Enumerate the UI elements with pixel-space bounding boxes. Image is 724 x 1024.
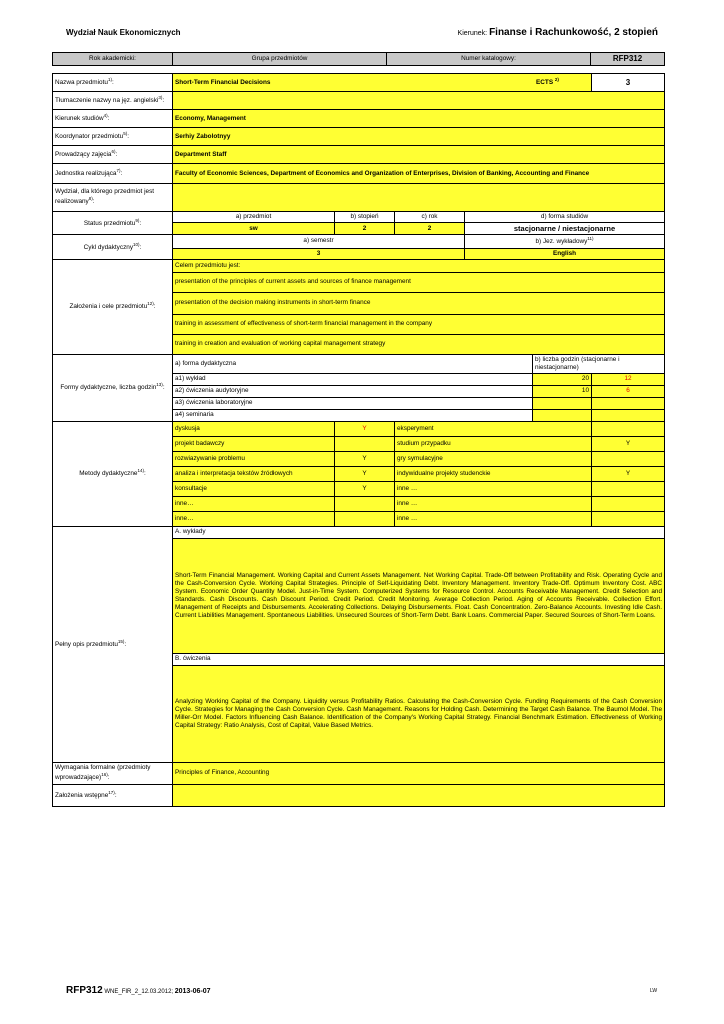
status-v-stopien: 2 — [335, 223, 395, 235]
metoda-right: inne … — [395, 481, 592, 496]
forma-row-stac: 20 — [533, 373, 592, 385]
numer-katalogowy-label: Numer katalogowy: — [387, 53, 591, 66]
jednostka-value: Faculty of Economic Sciences, Department of Economics and Organization of Enterprises, Division of Banking, Accounting and Finance — [173, 164, 665, 184]
forma-row-stac: 10 — [533, 385, 592, 397]
metoda-left: rozwiazywanie problemu — [173, 451, 335, 466]
metoda-right: studium przypadku — [395, 436, 592, 451]
metoda-left: analiza i interpretacja tekstów źródłowych — [173, 466, 335, 481]
zalozenia-label: Założenia i cele przedmiotu$^{12)}$: — [53, 259, 173, 354]
metoda-left-mark: Y — [335, 451, 395, 466]
metoda-left: inne… — [173, 496, 335, 511]
cykl-h-jezyk: b) Jez. wykładowy$^{11)}$ — [465, 235, 665, 248]
wstepne-value — [173, 784, 665, 806]
rok-akademicki-label: Rok akademicki: — [53, 53, 173, 66]
metoda-right: gry symulacyjne — [395, 451, 592, 466]
metoda-right: inne … — [395, 511, 592, 526]
status-h-rok: c) rok — [395, 212, 465, 223]
cykl-label: Cykl dydaktyczny$^{10)}$: — [53, 235, 173, 259]
opis-a-text: Short-Term Financial Management. Working Capital and Current Assets Management. Net Working Capital. Trade-Off between Profitability and Risk. Operating Cycle and the Cash-Conversion Cycle. Working Capital Strategies. Principle of Self-Liquidating Debt. Inventory Management. Inventory Trade-Off. Optimum Inventory Cost. ABC System. Economic Order Quantity Model. Just-in-Time System. Computerized Systems for Resource Control. Accounts Receivable Management. Credit Selection and Standards. Cash Discounts. Cash Discount Period. Credit Period. Credit Monitoring. Average Collection Period. Aging of Accounts Receivable. Collection Effort. Management of Receipts and Disbursements. Accelerating Collections. Delaying Disbursements. Float. Cash Concentration. Zero-Balance Accounts. Investing Idle Cash. Current Liabilities Management. Spontaneous Liabilities. Unsecured Sources of Short-Term Debt. Bank Loans. Commercial Paper. Secured Sources of Short-Term Loans. — [173, 538, 665, 653]
status-h-przedmiot: a) przedmiot — [173, 212, 335, 223]
zalozenia-item: training in creation and evaluation of working capital management strategy — [173, 334, 665, 354]
metoda-right-mark — [592, 496, 665, 511]
status-h-stopien: b) stopień — [335, 212, 395, 223]
metoda-right-mark — [592, 511, 665, 526]
forma-row-name: a1) wykład — [173, 373, 533, 385]
koordynator-value: Serhiy Zabolotnyy — [173, 128, 665, 146]
forma-row-niestac: 6 — [592, 385, 665, 397]
status-v-rok: 2 — [395, 223, 465, 235]
metoda-left-mark — [335, 511, 395, 526]
metoda-left: projekt badawczy — [173, 436, 335, 451]
forma-row-stac — [533, 409, 592, 421]
status-h-forma: d) forma studiów — [465, 212, 665, 223]
forma-row-name: a2) ćwiczenia audytoryjne — [173, 385, 533, 397]
footer-file: WNE_FIR_2_12.03.2012; — [104, 989, 174, 995]
metoda-left: konsultacje — [173, 481, 335, 496]
opis-b-text: Analyzing Working Capital of the Company. Liquidity versus Profitability Ratios. Calculating the Cash-Conversion Cycle. Funding Requirements of the Cash Conversion Cycle. Strategies for Managing the Cash Conversion Cycle. Cash Management. Reasons for Holding Cash. Determining the Target Cash Balance. The Baumol Model. The Miller-Orr Model. Factors Influencing Cash Balance. Identification of the Company's Working Capital Strategy. Financial Benchmark Estimation. Effectiveness of Working Capital Strategy: Ratio Analysis, Cost of Capital, Value Based Metrics. — [173, 665, 665, 762]
cykl-h-semestr: a) semestr — [173, 235, 465, 248]
kierunek-header — [458, 27, 658, 38]
zalozenia-item: presentation of the decision making instruments in short-term finance — [173, 292, 665, 314]
metoda-right-mark: Y — [592, 436, 665, 451]
status-v-forma: stacjonarne / niestacjonarne — [465, 223, 665, 235]
metoda-left: inne… — [173, 511, 335, 526]
status-label: Status przedmiotu$^{9)}$: — [53, 212, 173, 235]
kierunek-header-value: Finanse i Rachunkowość, 2 stopień — [489, 27, 658, 38]
forma-row-name: a4) seminaria — [173, 409, 533, 421]
metody-label: Metody dydaktyczne$^{14)}$: — [53, 421, 173, 526]
metoda-left-mark: Y — [335, 481, 395, 496]
faculty-name: Wydział Nauk Ekonomicznych — [66, 28, 181, 37]
metoda-right: indywidualne projekty studenckie — [395, 466, 592, 481]
tlumaczenie-value — [173, 92, 665, 110]
footer-date: 2013-06-07 — [174, 988, 211, 995]
zalozenia-item: presentation of the principles of current assets and sources of finance management — [173, 272, 665, 292]
metoda-left: dyskusja — [173, 421, 335, 436]
formy-h-forma: a) forma dydaktyczna — [173, 354, 533, 373]
forma-row-stac — [533, 397, 592, 409]
forma-row-name: a3) ćwiczenia laboratoryjne — [173, 397, 533, 409]
status-v-przedmiot: sw — [173, 223, 335, 235]
forma-row-niestac — [592, 409, 665, 421]
jednostka-label: Jednostka realizująca$^{7)}$: — [53, 164, 173, 184]
kierunek-label: Kierunek studiów$^{4)}$: — [53, 110, 173, 128]
wydzial-label: Wydział, dla którego przedmiot jest realizowany$^{8)}$: — [53, 184, 173, 212]
opis-a-heading: A. wykłady — [173, 526, 665, 538]
ects-label: ECTS $^{2)}$ — [536, 77, 559, 87]
metoda-left-mark: Y — [335, 421, 395, 436]
metoda-right-mark — [592, 481, 665, 496]
kierunek-value: Economy, Management — [173, 110, 665, 128]
metoda-right-mark: Y — [592, 466, 665, 481]
numer-katalogowy-value: RFP312 — [591, 53, 665, 66]
top-row-table — [52, 52, 665, 66]
main-table — [52, 73, 665, 807]
zalozenia-heading: Celem przedmiotu jest: — [173, 259, 665, 272]
opis-b-heading: B. ćwiczenia — [173, 653, 665, 665]
prowadzacy-value: Department Staff — [173, 146, 665, 164]
wymagania-label: Wymagania formalne (przedmioty wprowadzające)$^{16)}$: — [53, 762, 173, 784]
footer-initials: LW — [650, 988, 658, 994]
nazwa-value: Short-Term Financial Decisions — [173, 74, 592, 92]
prowadzacy-label: Prowadzący zajęcia$^{6)}$: — [53, 146, 173, 164]
ects-value: ECTS $^{2)}$ 3 — [592, 74, 665, 92]
footer — [66, 985, 211, 996]
zalozenia-item: training in assessment of effectiveness of short-term financial management in the company — [173, 314, 665, 334]
formy-h-liczba: b) liczba godzin (stacjonarne i niestacjonarne) — [533, 354, 665, 373]
metoda-right: inne … — [395, 496, 592, 511]
wstepne-label: Założenia wstępne$^{17)}$: — [53, 784, 173, 806]
metoda-right-mark — [592, 421, 665, 436]
metoda-right-mark — [592, 451, 665, 466]
opis-label: Pełny opis przedmiotu$^{15)}$: — [53, 526, 173, 762]
cykl-v-jezyk: English — [465, 248, 665, 259]
cykl-v-semestr: 3 — [173, 248, 465, 259]
koordynator-label: Koordynator przedmiotu$^{5)}$: — [53, 128, 173, 146]
forma-row-niestac — [592, 397, 665, 409]
grupa-przedmiotow-label: Grupa przedmiotów — [173, 53, 387, 66]
kierunek-header-label: Kierunek: — [457, 30, 488, 37]
footer-code: RFP312 — [66, 985, 103, 996]
metoda-left-mark — [335, 436, 395, 451]
metoda-left-mark — [335, 496, 395, 511]
wymagania-value: Principles of Finance, Accounting — [173, 762, 665, 784]
metoda-left-mark: Y — [335, 466, 395, 481]
metoda-right: eksperyment — [395, 421, 592, 436]
tlumaczenie-label: Tłumaczenie nazwy na jęz. angielski$^{3)}$: — [53, 92, 173, 110]
wydzial-value — [173, 184, 665, 212]
formy-label: Formy dydaktyczne, liczba godzin$^{13)}$: — [53, 354, 173, 421]
nazwa-label: Nazwa przedmiotu$^{1)}$: — [53, 74, 173, 92]
forma-row-niestac: 12 — [592, 373, 665, 385]
